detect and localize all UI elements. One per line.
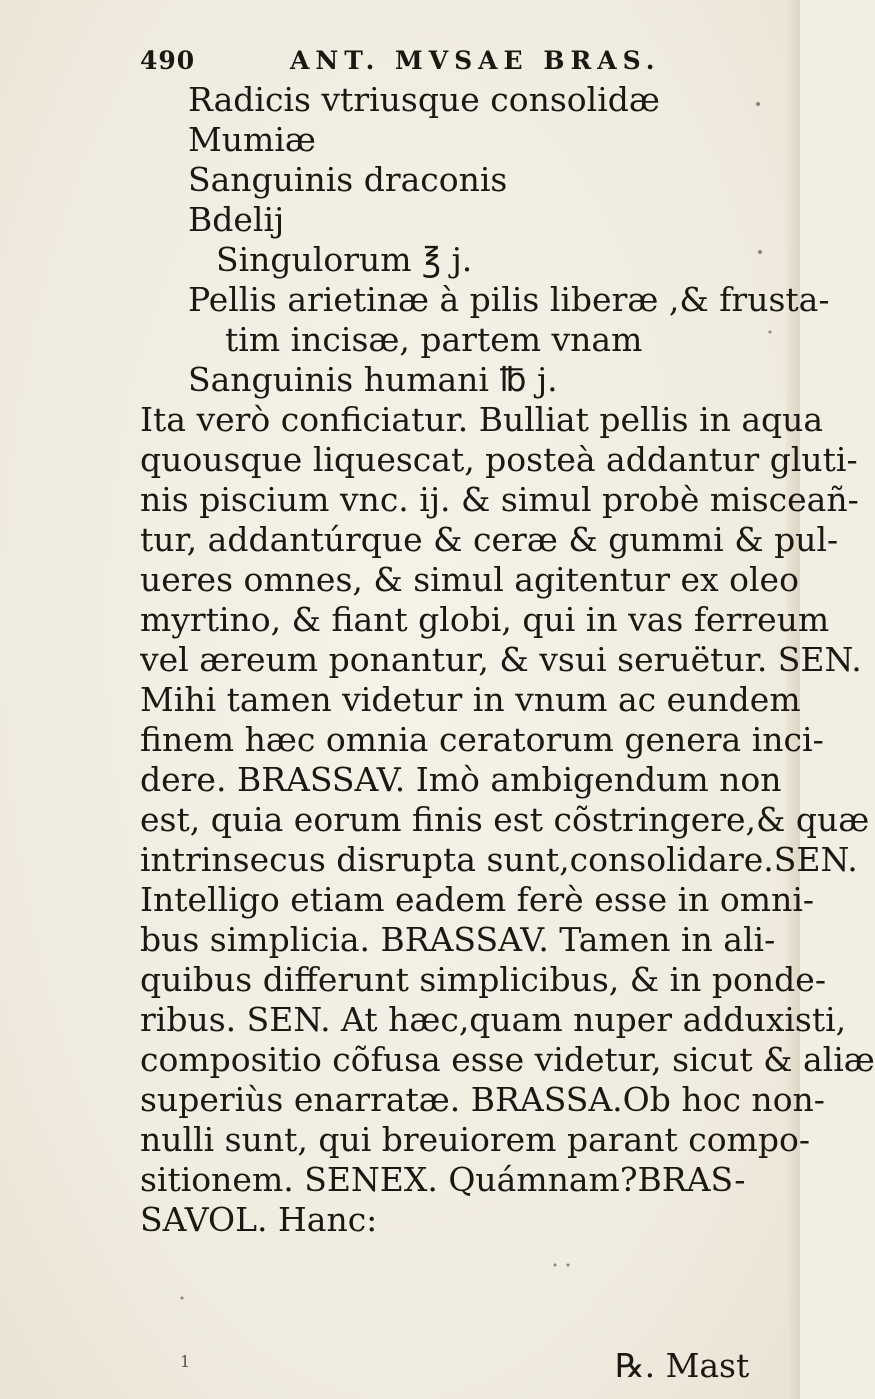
text-line: tur, addantúrque & ceræ & gummi & pul-: [140, 520, 839, 559]
text-line: Intelligo etiam eadem ferè esse in omni-: [140, 880, 815, 919]
text-line: dere. BRASSAV. Imò ambigendum non: [140, 760, 782, 799]
text-line: finem hæc omnia ceratorum genera inci-: [140, 720, 824, 759]
text-line: est, quia eorum finis est cõstringere,& quæ: [140, 800, 870, 839]
ink-speck: [554, 1264, 557, 1267]
text-line: vel æreum ponantur, & vsui seruëtur. SEN.: [140, 640, 862, 679]
ink-speck: [769, 331, 772, 334]
text-line: compositio cõfusa esse videtur, sicut & aliæ: [140, 1040, 875, 1079]
text-line: SAVOL. Hanc:: [140, 1200, 378, 1239]
text-line: Bdelij: [188, 200, 285, 239]
text-line: Mihi tamen videtur in vnum ac eundem: [140, 680, 801, 719]
text-line: Mumiæ: [188, 120, 316, 159]
ink-speck: [758, 250, 762, 254]
text-line: quousque liquescat, posteà addantur gluti-: [140, 440, 858, 479]
running-title: ANT. MVSAE BRAS.: [290, 46, 661, 75]
text-line: quibus differunt simplicibus, & in ponde-: [140, 960, 826, 999]
text-line: superiùs enarratæ. BRASSA.Ob hoc non-: [140, 1080, 825, 1119]
text-line: sitionem. SENEX. Quámnam?BRAS-: [140, 1160, 746, 1199]
ink-speck: [567, 1264, 570, 1267]
ink-speck: [756, 102, 760, 106]
text-line: Ita verò conficiatur. Bulliat pellis in aqua: [140, 400, 824, 439]
page-number: 490: [140, 46, 196, 75]
text-line: myrtino, & fiant globi, qui in vas ferreum: [140, 600, 830, 639]
text-line: Radicis vtriusque consolidæ: [188, 80, 660, 119]
text-line: tim incisæ, partem vnam: [225, 320, 643, 359]
text-line: ueres omnes, & simul agitentur ex oleo: [140, 560, 799, 599]
ink-speck: [181, 1297, 184, 1300]
text-line: Sanguinis humani ℔ j.: [188, 360, 558, 399]
text-line: ribus. SEN. At hæc,quam nuper adduxisti,: [140, 1000, 847, 1039]
catchword: ℞. Mast: [615, 1346, 750, 1385]
text-line: intrinsecus disrupta sunt,consolidare.SEN.: [140, 840, 858, 879]
text-line: Singulorum ℥ j.: [216, 240, 473, 279]
text-line: Sanguinis draconis: [188, 160, 508, 199]
signature-mark: 1: [180, 1352, 191, 1371]
text-line: Pellis arietinæ à pilis liberæ ,& frusta-: [188, 280, 830, 319]
text-line: bus simplicia. BRASSAV. Tamen in ali-: [140, 920, 776, 959]
text-line: nulli sunt, qui breuiorem parant compo-: [140, 1120, 810, 1159]
text-line: nis piscium vnc. ij. & simul probè misceañ-: [140, 480, 859, 519]
